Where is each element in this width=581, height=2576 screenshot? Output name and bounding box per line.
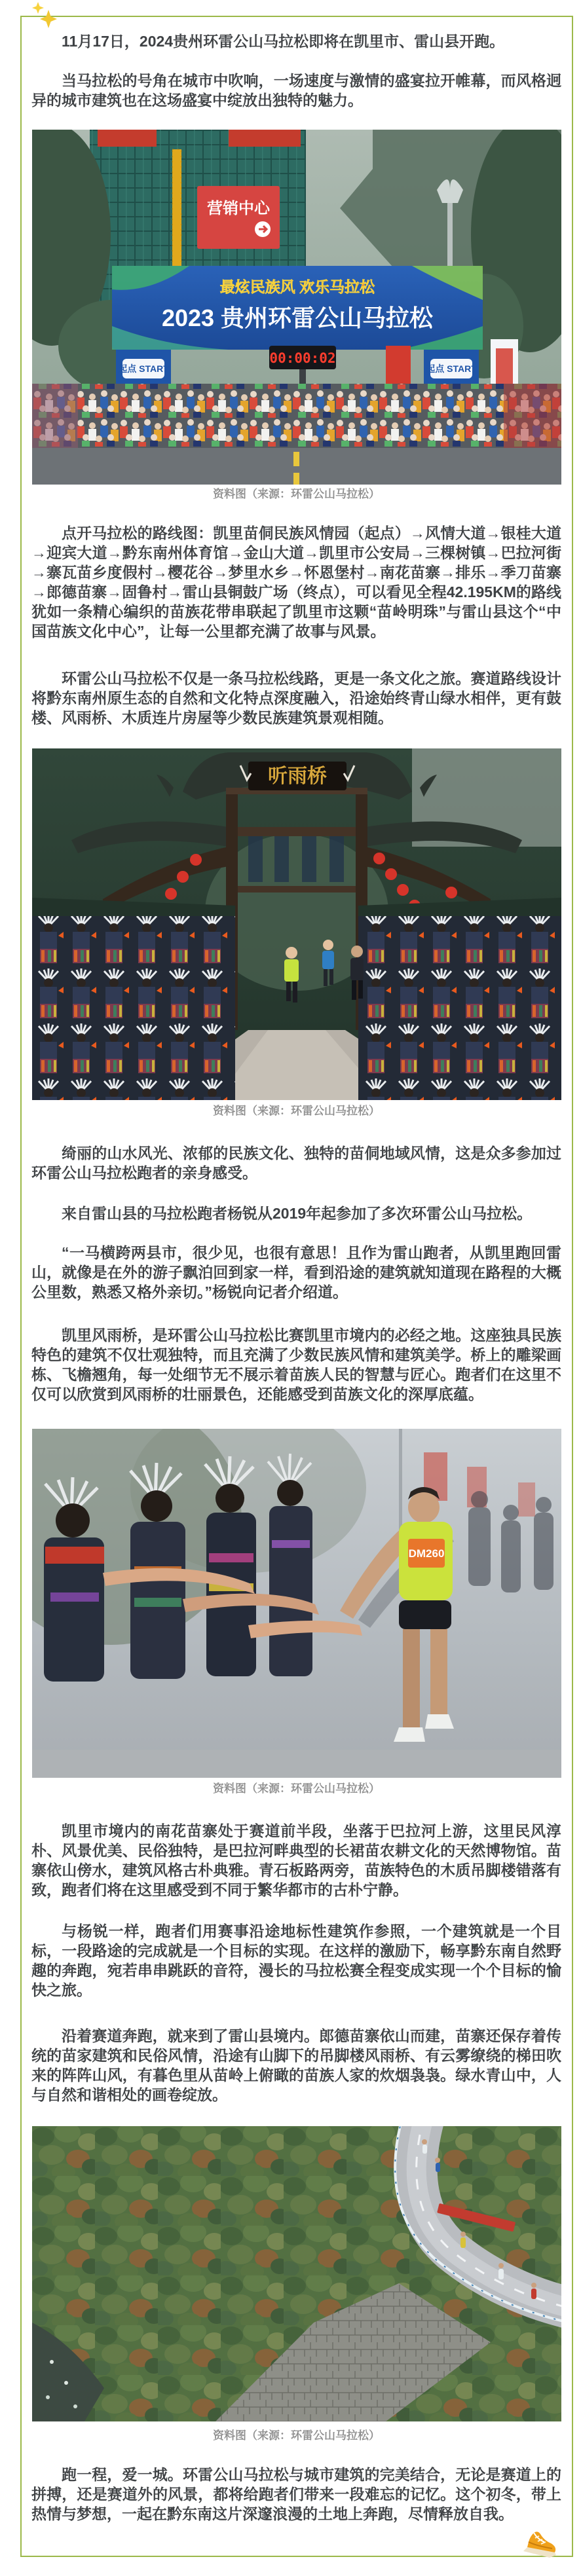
building-sign-text: 营销中心 — [207, 200, 270, 217]
miao-women-left — [32, 916, 235, 1100]
article-paragraph: 跑一程，爱一城。环雷公山马拉松与城市建筑的完美结合，无论是赛道上的拼搏，还是赛道外的风景，都将给跑者们带来一段难忘的记忆。这个初冬，带上热情与梦想，一起在黔东南这片深邃浪漫的土地上奔跑，尽情释放自我。 — [31, 2466, 561, 2522]
photo-rain-bridge[interactable] — [32, 748, 561, 1100]
article-paragraph: 来自雷山县的马拉松跑者杨锐从2019年起参加了多次环雷公山马拉松。 — [62, 1205, 533, 1222]
article-paragraph: “一马横跨两县市，很少见，也很有意思！且作为雷山跑者，从凯里跑回雷山，就像是在外的游子飘泊回到家一样，看到沿途的建筑就知道现在路程的大概公里数，熟悉又格外亲切。”杨锐向记者介绍道。 — [31, 1244, 561, 1300]
photo-caption: 资料图（来源：环雷公山马拉松） — [213, 1782, 380, 1795]
photo-high-five[interactable] — [32, 1429, 561, 1778]
photo-caption: 资料图（来源：环雷公山马拉松） — [213, 2429, 380, 2442]
article-paragraph: 环雷公山马拉松不仅是一条马拉松线路，更是一条文化之旅。赛道路线设计将黔东南州原生态的自然和文化特点深度融入，沿途始终青山绿水相伴，更有鼓楼、风雨桥、木质连片房屋等少数民族建筑景观相随。 — [31, 670, 561, 726]
running-shoe-icon — [521, 2528, 560, 2560]
background-spectators — [468, 1491, 553, 1592]
article-paragraph: 绮丽的山水风光、浓郁的民族文化、独特的苗侗地域风情，这是众多参加过环雷公山马拉松跑者的亲身感受。 — [31, 1145, 561, 1181]
article-paragraph: 与杨锐一样，跑者们用赛事沿途地标性建筑作参照，一个建筑就是一个目标，一段路途的完成就是一个目标的实现。在这样的激励下，畅享黔东南自然野趣的奔跑，宛若串串跳跃的音符，漫长的马拉松赛全程变成实现一个个目标的愉快之旅。 — [31, 1923, 561, 1998]
svg-text:起点 START: 起点 START — [118, 363, 169, 374]
article-paragraph: 凯里市境内的南花苗寨处于赛道前半段，坐落于巴拉河上游，这里民风淳朴、风景优美、民俗独特，是巴拉河畔典型的长裙苗农耕文化的天然博物馆。苗寨依山傍水，建筑风格古朴典雅。青石板路两旁，苗族特色的木质吊脚楼错落有致，跑者们将在这里感受到不同于繁华都市的古朴宁静。 — [31, 1822, 561, 1898]
article-paragraph: 当马拉松的号角在城市中吹响，一场速度与激情的盛宴拉开帷幕，而风格迥异的城市建筑也在这场盛宴中绽放出独特的魅力。 — [31, 72, 561, 109]
article-paragraph: 沿着赛道奔跑，就来到了雷山县境内。郎德苗寨依山而建，苗寨还保存着传统的苗家建筑和民俗风情，沿途有山脚下的吊脚楼风雨桥、有云雾缭绕的梯田吹来的阵阵山风，有暮色里从苗岭上俯瞰的苗族人家的炊烟袅袅。绿水青山中，人与自然和谐相处的画卷绽放。 — [31, 2027, 561, 2103]
race-bib-text: DM260 — [408, 1547, 445, 1560]
article-paragraph: 点开马拉松的路线图：凯里苗侗民族风情园（起点）→风情大道→银桂大道→迎宾大道→黔东南州体育馆→金山大道→凯里市公安局→三棵树镇→巴拉河街→寨瓦苗乡度假村→樱花谷→梦里水乡→怀恩堡村→南花苗寨→排乐→季刀苗寨→郎德苗寨→固鲁村→雷山县铜鼓广场（终点），可以看见全程42.195KM的路线犹如一条精心编织的苗族花带串联起了凯里市这颗“苗岭明珠”与雷山县这个“中国苗族文化中心”，让每一公里都充满了故事与风景。 — [31, 524, 562, 640]
article-paragraph: 11月17日，2024贵州环雷公山马拉松即将在凯里市、雷山县开跑。 — [62, 33, 505, 50]
photo-start-line[interactable] — [32, 130, 561, 485]
svg-text:起点 START: 起点 START — [426, 363, 477, 374]
photo-mountain-road[interactable] — [32, 2126, 561, 2421]
photo-caption: 资料图（来源：环雷公山马拉松） — [213, 488, 380, 500]
runner-crowd — [32, 384, 561, 452]
sparkle-icon — [29, 1, 63, 31]
article-paragraph: 凯里风雨桥，是环雷公山马拉松比赛凯里市境内的必经之地。这座独具民族特色的建筑不仅壮观独特，而且充满了少数民族风情和建筑美学。桥上的雕梁画栋、飞檐翘角，每一处细节无不展示着苗族人民的智慧与匠心。跑者们在这里不仅可以欣赏到风雨桥的壮丽景色，还能感受到苗族文化的深厚底蕴。 — [31, 1327, 561, 1403]
photo-caption: 资料图（来源：环雷公山马拉松） — [213, 1105, 380, 1117]
svg-text:00:00:02: 00:00:02 — [269, 350, 336, 366]
banner-title-text: 2023 贵州环雷公山马拉松 — [161, 304, 434, 331]
miao-women-right — [358, 916, 561, 1100]
banner-slogan-text: 最炫民族风 欢乐马拉松 — [219, 278, 375, 295]
bridge-plaque-text: 听雨桥 — [268, 765, 327, 787]
race-banner — [112, 266, 483, 350]
